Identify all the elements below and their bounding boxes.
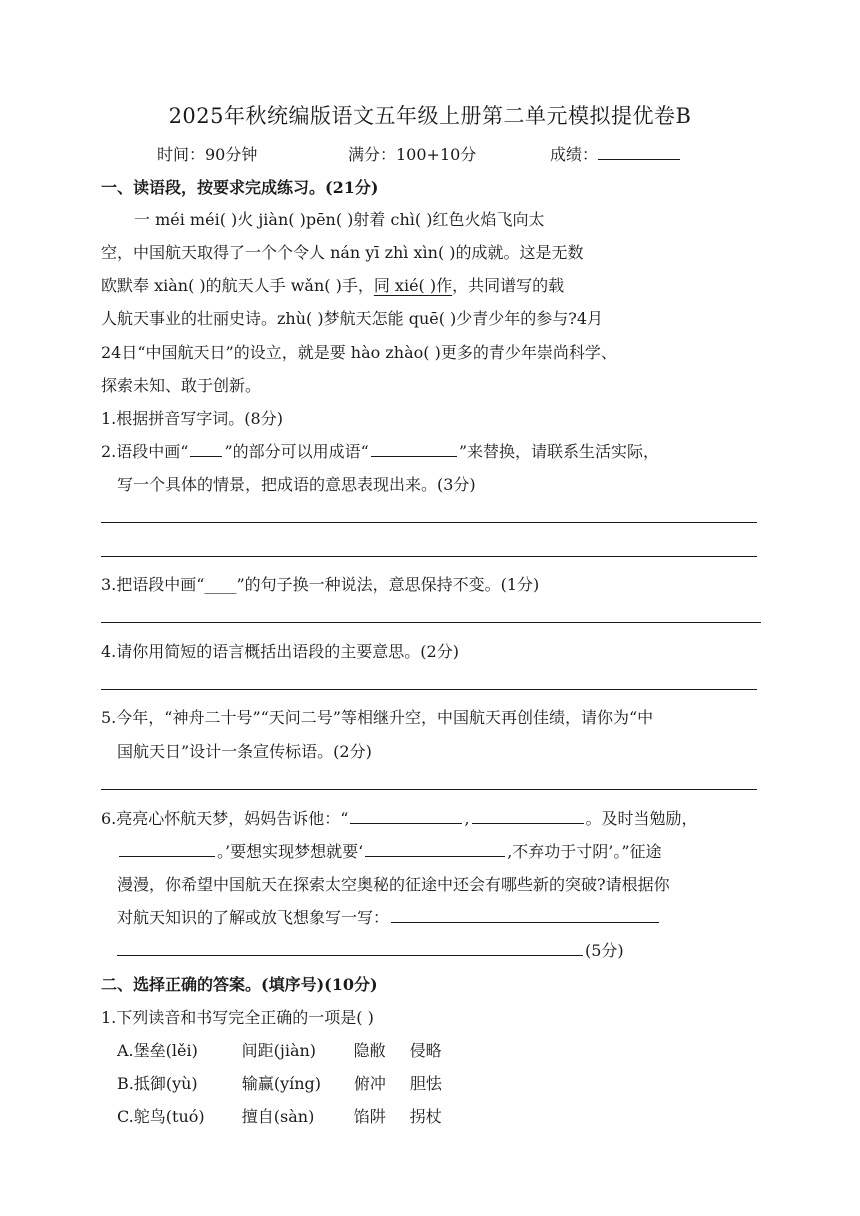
poem-blank-1[interactable] (350, 809, 462, 824)
grade-info (550, 142, 680, 165)
passage-line-1: 一 méi méi( )火 jiàn( )pēn( )射着 chì( )红色火焰飞向太 (134, 210, 545, 229)
time-info: 时间：90分钟 (157, 145, 258, 164)
poem-blank-2[interactable] (472, 809, 584, 824)
score-info: 满分：100+10分 (348, 145, 477, 164)
option-word: 侵略 (409, 1041, 442, 1060)
passage-line-2: 空，中国航天取得了一个个令人 nán yī zhì xìn( )的成就。这是无数 (101, 243, 584, 262)
q6-comma: , (464, 809, 470, 828)
question-1-6-line-3: 漫漫，你希望中国航天在探索太空奥秘的征途中还会有哪些新的突破?请根据你 (117, 875, 670, 894)
option-word: 擅自(sàn) (241, 1107, 315, 1126)
breakthrough-blank-1[interactable] (391, 908, 659, 923)
poem-blank-4[interactable] (365, 842, 505, 857)
q2-text-a: 2.语段中画“ (101, 442, 189, 461)
q6-text-d: ,不弃功于寸阴’。”征途 (507, 842, 662, 861)
poem-blank-3[interactable] (119, 842, 215, 857)
passage-line-3-a: 欧默奉 xiàn( )的航天人手 wǎn( )手， (101, 276, 374, 295)
q6-text-c: 。’要想实现梦想就要‘ (217, 842, 364, 861)
option-word: 隐敝 (353, 1041, 386, 1060)
q2-underline-sample (190, 442, 222, 457)
question-1-5-line-2: 国航天日”设计一条宣传标语。(2分) (117, 742, 372, 761)
question-1-5-line-1: 5.今年，“神舟二十号”“天问二号”等相继升空，中国航天再创佳绩，请你为“中 (101, 708, 654, 727)
grade-label: 成绩： (550, 145, 599, 164)
q2-text-c: ”来替换，请联系生活实际， (458, 442, 660, 461)
question-2-1: 1.下列读音和书写完全正确的一项是( ) (101, 1008, 374, 1027)
q6-points: (5分) (585, 941, 624, 960)
option-word: 堡垒(lěi) (133, 1041, 198, 1060)
option-word: 拐杖 (409, 1107, 442, 1126)
question-1-2-line-1 (101, 439, 659, 462)
option-word: 输赢(yíng) (241, 1074, 322, 1093)
passage-line-3 (101, 273, 564, 296)
option-word: 鸵鸟(tuó) (133, 1107, 205, 1126)
option-b[interactable] (117, 1071, 442, 1094)
section2-heading: 二、选择正确的答案。(填序号)(10分) (101, 975, 378, 994)
answer-line[interactable] (101, 556, 757, 557)
question-1-1: 1.根据拼音写字词。(8分) (101, 409, 283, 428)
passage-line-5: 24日“中国航天日”的设立，就是要 hào zhào( )更多的青少年崇尚科学、 (101, 343, 617, 362)
option-a[interactable] (117, 1038, 442, 1061)
question-1-6-line-5 (117, 938, 624, 961)
answer-line[interactable] (101, 689, 757, 690)
grade-blank[interactable] (598, 143, 680, 160)
q6-text-a: 6.亮亮心怀航天梦，妈妈告诉他：“ (101, 809, 349, 828)
answer-line[interactable] (101, 789, 757, 790)
option-word: 间距(jiàn) (241, 1041, 317, 1060)
option-word: 抵御(yù) (133, 1074, 198, 1093)
question-1-6-line-4 (117, 905, 661, 928)
option-label: C. (117, 1107, 134, 1126)
page-title: 2025年秋统编版语文五年级上册第二单元模拟提优卷B (168, 104, 692, 128)
question-1-6-line-2 (117, 839, 662, 862)
passage-line-6: 探索未知、敢于创新。 (101, 376, 262, 395)
passage-underlined-phrase: 同 xié( )作 (373, 276, 453, 295)
option-label: B. (117, 1074, 134, 1093)
q6-text-e: 对航天知识的了解或放飞想象写一写： (117, 908, 390, 927)
answer-line[interactable] (101, 622, 761, 623)
question-1-2-line-2: 写一个具体的情景，把成语的意思表现出来。(3分) (117, 475, 476, 494)
option-word: 馅阱 (353, 1107, 386, 1126)
question-1-3: 3.把语段中画“____”的句子换一种说法，意思保持不变。(1分) (101, 575, 540, 594)
q2-text-b: ”的部分可以用成语“ (224, 442, 369, 461)
passage-line-4: 人航天事业的壮丽史诗。zhù( )梦航天怎能 quē( )少青少年的参与?4月 (101, 309, 604, 328)
idiom-blank[interactable] (371, 442, 457, 457)
option-label: A. (117, 1041, 134, 1060)
answer-line[interactable] (101, 522, 757, 523)
option-c[interactable] (117, 1104, 442, 1127)
q6-text-b: 。及时当勉励， (585, 809, 698, 828)
breakthrough-blank-2[interactable] (117, 941, 583, 956)
option-word: 俯冲 (353, 1074, 386, 1093)
question-1-4: 4.请你用简短的语言概括出语段的主要意思。(2分) (101, 642, 459, 661)
option-word: 胆怯 (409, 1074, 442, 1093)
passage-line-3-c: ，共同谱写的载 (452, 276, 565, 295)
section1-heading: 一、读语段，按要求完成练习。(21分) (101, 178, 379, 197)
question-1-6-line-1 (101, 806, 698, 829)
